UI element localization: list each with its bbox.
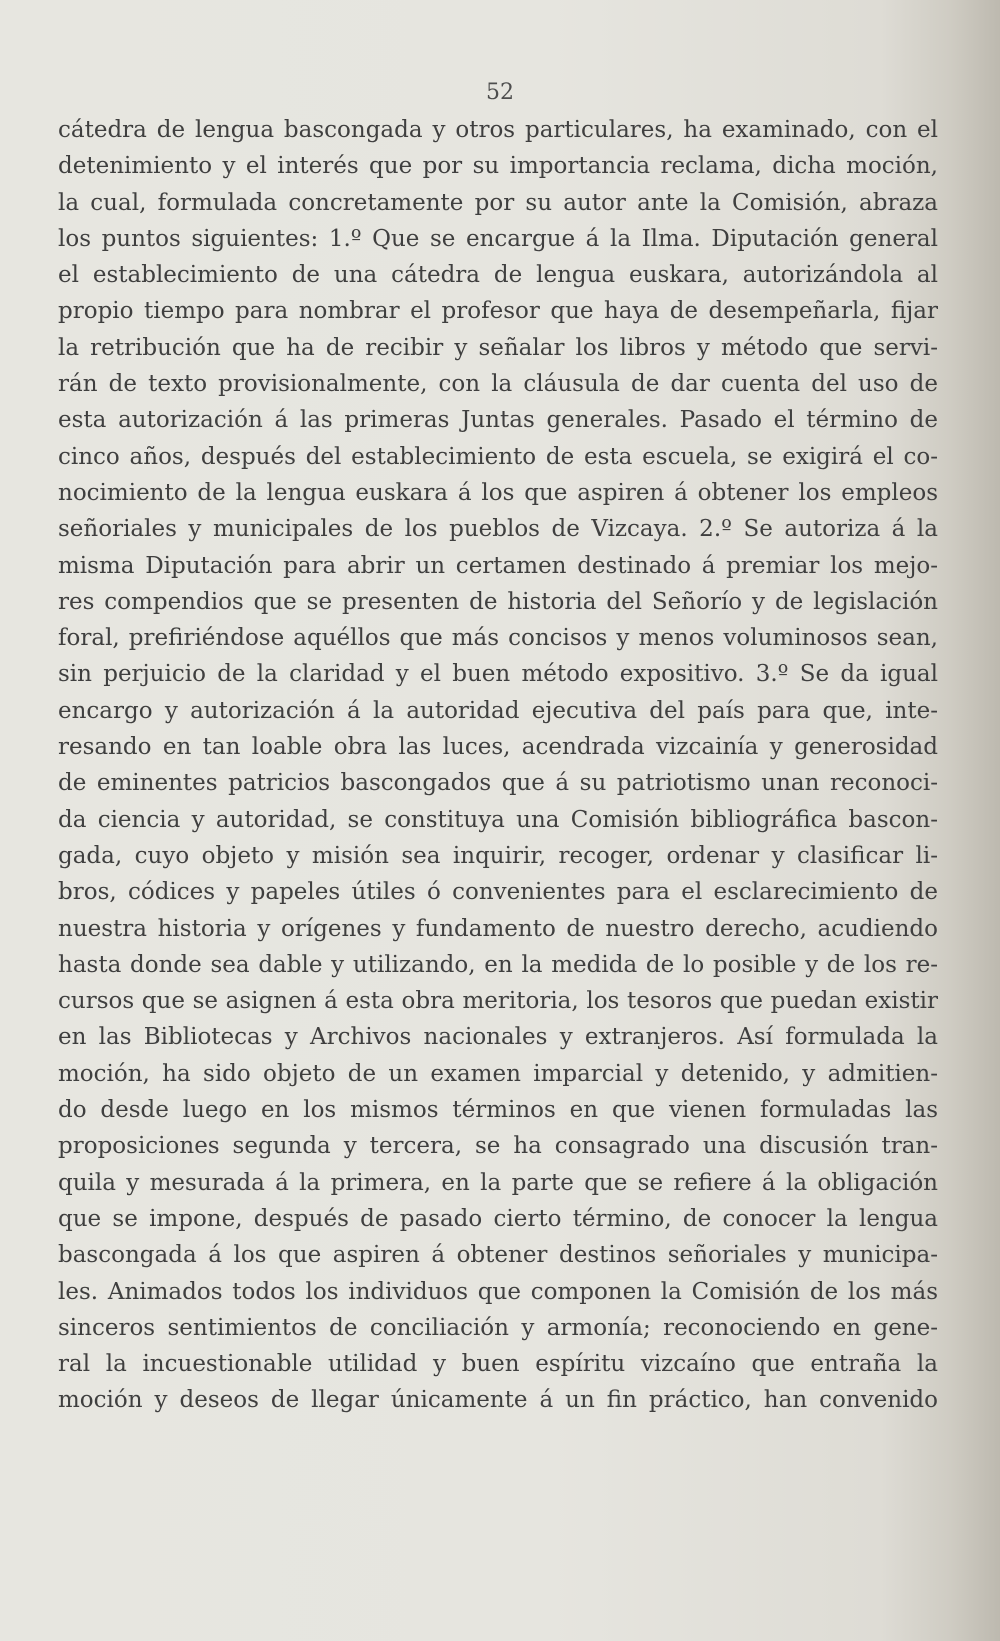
text-line: resando en tan loable obra las luces, acendrada vizcainía y generosidad [58, 734, 938, 761]
text-line: bros, códices y papeles útiles ó convenientes para el esclarecimiento de [58, 879, 938, 906]
text-line: gada, cuyo objeto y misión sea inquirir, recoger, ordenar y clasificar li- [58, 842, 938, 869]
text-line: en las Bibliotecas y Archivos nacionales y extranjeros. Así formulada la [58, 1024, 938, 1051]
text-line: cinco años, después del establecimiento de esta escuela, se exigirá el co- [58, 443, 938, 470]
text-line: misma Diputación para abrir un certamen destinado á premiar los mejo- [58, 552, 938, 579]
text-line: el establecimiento de una cátedra de lengua euskara, autorizándola al [58, 262, 938, 289]
text-line: quila y mesurada á la primera, en la parte que se refiere á la obligación [58, 1169, 938, 1196]
text-line: de eminentes patricios bascongados que á su patriotismo unan reconoci- [58, 770, 938, 797]
text-line: detenimiento y el interés que por su importancia reclama, dicha moción, [58, 153, 938, 180]
text-line: rán de texto provisionalmente, con la cláusula de dar cuenta del uso de [58, 371, 938, 398]
text-line: sinceros sentimientos de conciliación y armonía; reconociendo en gene- [58, 1314, 938, 1341]
text-line: esta autorización á las primeras Juntas generales. Pasado el término de [58, 407, 938, 434]
text-line: do desde luego en los mismos términos en que vienen formuladas las [58, 1097, 938, 1124]
text-line: cursos que se asignen á esta obra meritoria, los tesoros que puedan existir [58, 988, 938, 1015]
text-line: sin perjuicio de la claridad y el buen método expositivo. 3.º Se da igual [58, 661, 938, 688]
text-line: la cual, formulada concretamente por su autor ante la Comisión, abraza [58, 189, 938, 216]
text-line: que se impone, después de pasado cierto término, de conocer la lengua [58, 1205, 938, 1232]
body-text [58, 112, 938, 1419]
text-line: res compendios que se presenten de historia del Señorío y de legislación [58, 588, 938, 615]
text-line: señoriales y municipales de los pueblos de Vizcaya. 2.º Se autoriza á la [58, 516, 938, 543]
text-line: ral la incuestionable utilidad y buen espíritu vizcaíno que entraña la [58, 1351, 938, 1378]
text-line: les. Animados todos los individuos que componen la Comisión de los más [58, 1278, 938, 1305]
text-line: nocimiento de la lengua euskara á los que aspiren á obtener los empleos [58, 479, 938, 506]
text-line: la retribución que ha de recibir y señalar los libros y método que servi- [58, 334, 938, 361]
text-line: moción, ha sido objeto de un examen imparcial y detenido, y admitien- [58, 1060, 938, 1087]
page-number: 52 [486, 80, 514, 105]
text-line: proposiciones segunda y tercera, se ha consagrado una discusión tran- [58, 1133, 938, 1160]
text-line: propio tiempo para nombrar el profesor que haya de desempeñarla, fijar [58, 298, 938, 325]
text-line: bascongada á los que aspiren á obtener destinos señoriales y municipa- [58, 1242, 938, 1269]
text-line: hasta donde sea dable y utilizando, en la medida de lo posible y de los re- [58, 951, 938, 978]
text-line: nuestra historia y orígenes y fundamento de nuestro derecho, acudiendo [58, 915, 938, 942]
text-line: da ciencia y autoridad, se constituya una Comisión bibliográfica bascon- [58, 806, 938, 833]
text-line: encargo y autorización á la autoridad ejecutiva del país para que, inte- [58, 697, 938, 724]
text-line: los puntos siguientes: 1.º Que se encargue á la Ilma. Diputación general [58, 225, 938, 252]
text-line: cátedra de lengua bascongada y otros particulares, ha examinado, con el [58, 117, 938, 143]
text-line: moción y deseos de llegar únicamente á un fin práctico, han convenido [58, 1387, 938, 1414]
text-line: foral, prefiriéndose aquéllos que más concisos y menos voluminosos sean, [58, 625, 938, 652]
